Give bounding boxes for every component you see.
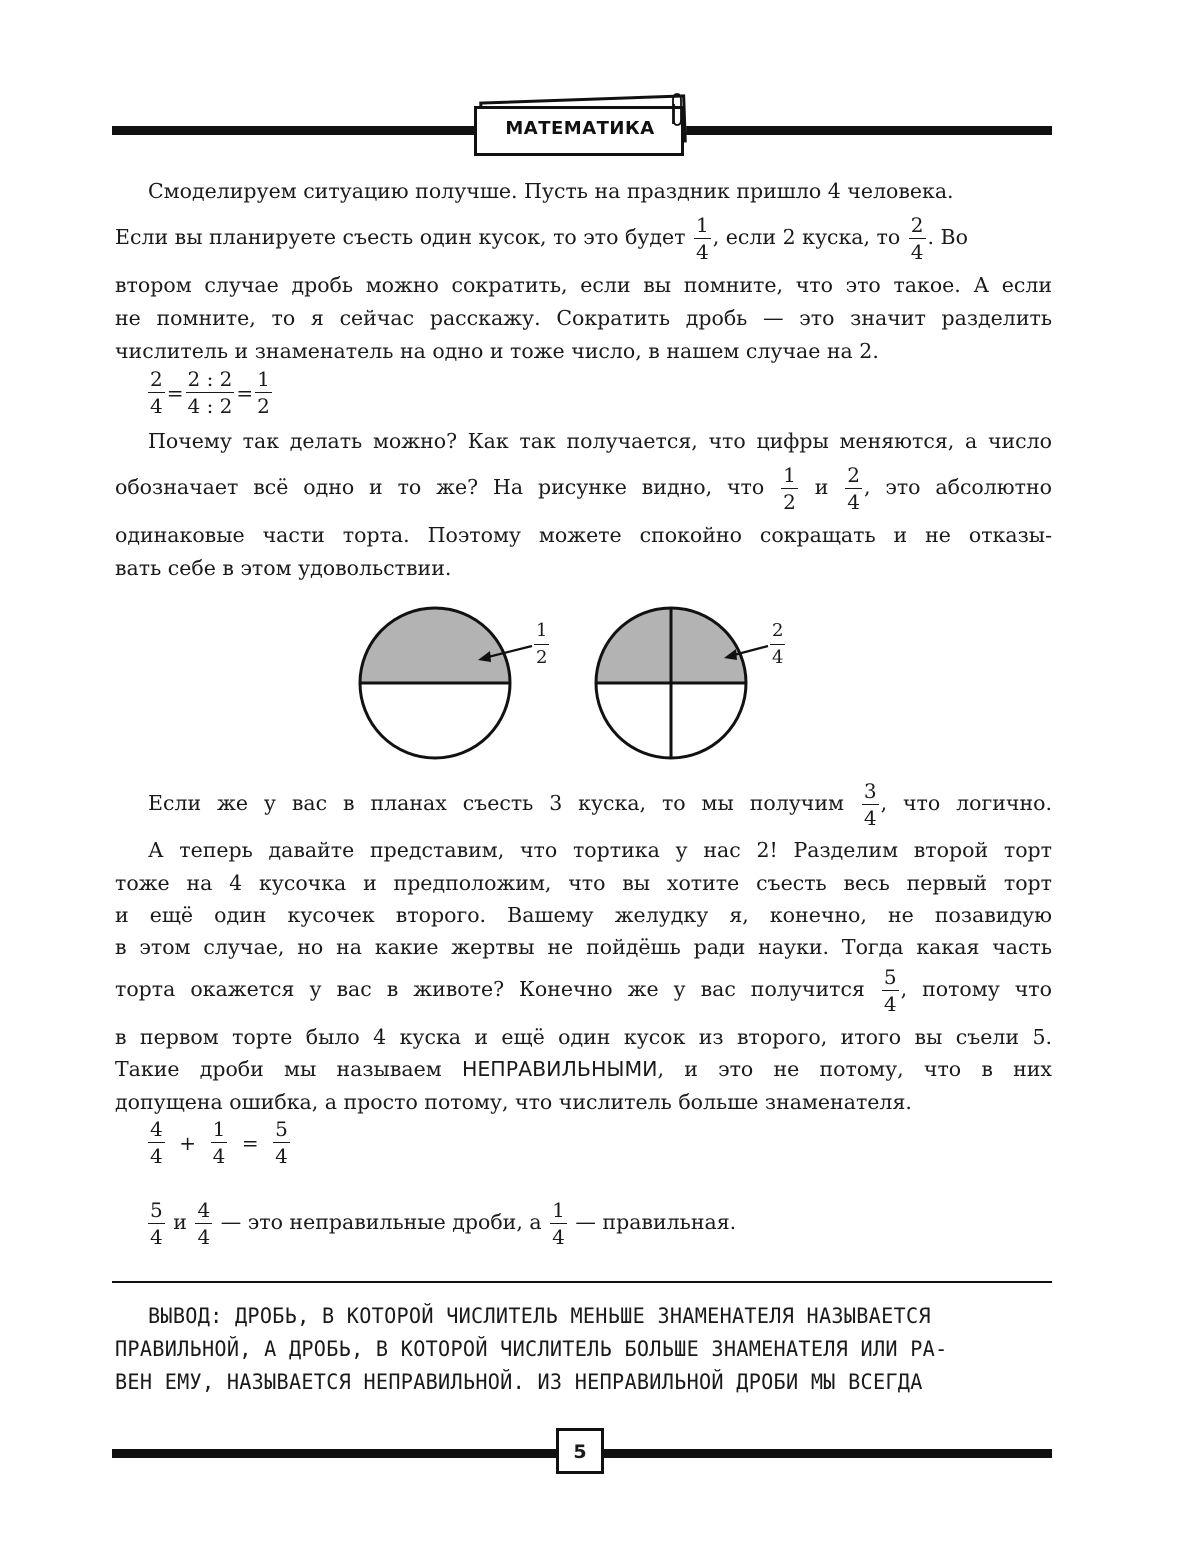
p4-line5	[115, 962, 1052, 1016]
p2-line2	[115, 462, 1052, 512]
p4-line5-text-a: торта окажется у вас в животе? Конечно же у вас получится	[115, 977, 865, 1001]
eq1-fraction-2: $\frac{2 : 2}{4 : 2}$	[187, 367, 233, 418]
conclusion-divider	[112, 1281, 1052, 1283]
eq2-fraction-c: $\frac{5}{4}$	[275, 1117, 288, 1168]
eq2-fraction-b: $\frac{1}{4}$	[212, 1117, 226, 1168]
header-title: МАТЕМАТИКА	[505, 118, 655, 139]
cake-figure	[350, 600, 810, 770]
p1-line1: Смоделируем ситуацию получше. Пусть на праздник пришло 4 человека.	[148, 179, 954, 203]
p3-text-b: , что логично.	[880, 791, 1052, 815]
footer-rule-left	[112, 1449, 558, 1458]
footer-rule-right	[602, 1449, 1052, 1458]
p2-line2-text-a: обозначает всё одно и то же? На рисунке видно, что	[115, 475, 765, 499]
p4-line2: тоже на 4 кусочка и предположим, что вы хотите съесть весь первый торт	[115, 871, 1052, 895]
eq2-fraction-a: $\frac{4}{4}$	[150, 1117, 163, 1168]
eq1-fraction-1: $\frac{2}{4}$	[150, 367, 163, 418]
p2-line1: Почему так делать можно? Как так получается, что цифры меняются, а число	[148, 429, 1052, 453]
left-cake-shaded-half	[360, 608, 510, 683]
header-rule-right	[684, 126, 1052, 135]
eq1-fraction-3: $\frac{1}{2}$	[257, 367, 270, 418]
conclusion-line2: ПРАВИЛЬНОЙ, А ДРОБЬ, В КОТОРОЙ ЧИСЛИТЕЛЬ БОЛЬШЕ ЗНАМЕНАТЕЛЯ ИЛИ РА-	[115, 1337, 948, 1361]
page-number-box	[556, 1428, 604, 1474]
eq3-fraction-a: $\frac{5}{4}$	[150, 1198, 163, 1249]
p2-line2-text-c: , это абсолютно	[863, 475, 1052, 499]
header-rule-left	[112, 126, 476, 135]
equation-reduce: $\frac{2}{4}$ = $\frac{2 : 2}{4 : 2}$ = $\frac{1}{2}$	[150, 367, 270, 418]
fraction-one-quarter: $\frac{1}{4}$	[695, 213, 709, 264]
p3-line1	[148, 776, 1052, 830]
p1-line3: втором случае дробь можно сократить, если вы помните, что это такое. А если	[115, 273, 1052, 297]
conclusion-line1: ВЫВОД: ДРОБЬ, В КОТОРОЙ ЧИСЛИТЕЛЬ МЕНЬШЕ ЗНАМЕНАТЕЛЯ НАЗЫВАЕТСЯ	[148, 1304, 931, 1328]
fraction-two-quarters-2: $\frac{2}{4}$	[847, 463, 860, 514]
left-cake-label: $\frac{1}{2}$	[536, 620, 548, 668]
p1-line2-text-c: . Во	[927, 225, 968, 249]
p1-line2	[115, 212, 1052, 262]
p4-line7: Такие дроби мы называем НЕПРАВИЛЬНЫМИ, и это не потому, что в них	[115, 1057, 1052, 1081]
p2-line4: вать себе в этом удовольствии.	[115, 556, 452, 580]
equation-sum: $\frac{4}{4}$ + $\frac{1}{4}$ = $\frac{5}{4}$	[150, 1117, 288, 1168]
p1-line2-text-b: , если 2 куска, то	[712, 225, 901, 249]
eq3-fraction-c: $\frac{1}{4}$	[552, 1198, 565, 1249]
p4-line1: А теперь давайте представим, что тортика у нас 2! Разделим второй торт	[148, 838, 1052, 862]
page-number: 5	[573, 1441, 587, 1463]
equation-improper-note: $\frac{5}{4}$ и $\frac{4}{4}$ — это неправильные дроби, а $\frac{1}{4}$ — правильная.	[150, 1198, 737, 1249]
p4-line4: в этом случае, но на какие жертвы не пойдёшь ради науки. Тогда какая часть	[115, 935, 1052, 959]
conclusion-line3: ВЕН ЕМУ, НАЗЫВАЕТСЯ НЕПРАВИЛЬНОЙ. ИЗ НЕПРАВИЛЬНОЙ ДРОБИ МЫ ВСЕГДА	[115, 1370, 923, 1394]
p4-line6: в первом торте было 4 куска и ещё один кусок из второго, итого вы съели 5.	[115, 1025, 1052, 1049]
p4-line3: и ещё один кусочек второго. Вашему желудку я, конечно, не позавидую	[115, 903, 1052, 927]
right-cake-label: $\frac{2}{4}$	[772, 620, 784, 668]
p4-line5-text-b: , потому что	[900, 977, 1052, 1001]
p4-line8: допущена ошибка, а просто потому, что числитель больше знаменателя.	[115, 1090, 912, 1114]
p1-line5: числитель и знаменатель на одно и тоже число, в нашем случае на 2.	[115, 339, 879, 363]
eq3-fraction-b: $\frac{4}{4}$	[197, 1198, 211, 1249]
fraction-two-quarters: $\frac{2}{4}$	[910, 213, 924, 264]
p2-line3: одинаковые части торта. Поэтому можете спокойно сокращать и не отказы-	[115, 523, 1052, 547]
fraction-one-half: $\frac{1}{2}$	[783, 463, 796, 514]
fraction-three-quarters: $\frac{3}{4}$	[863, 779, 877, 830]
fraction-five-quarters: $\frac{5}{4}$	[883, 965, 897, 1016]
p3-text-a: Если же у вас в планах съесть 3 куска, то мы получим	[148, 791, 844, 815]
p2-line2-text-b: и	[814, 475, 829, 499]
p1-line2-text-a: Если вы планируете съесть один кусок, то это будет	[115, 225, 686, 249]
term-improper: НЕПРАВИЛЬНЫМИ	[461, 1057, 658, 1081]
p1-line4: не помните, то я сейчас расскажу. Сократить дробь — это значит разделить	[115, 306, 1052, 330]
header-badge	[474, 104, 686, 154]
